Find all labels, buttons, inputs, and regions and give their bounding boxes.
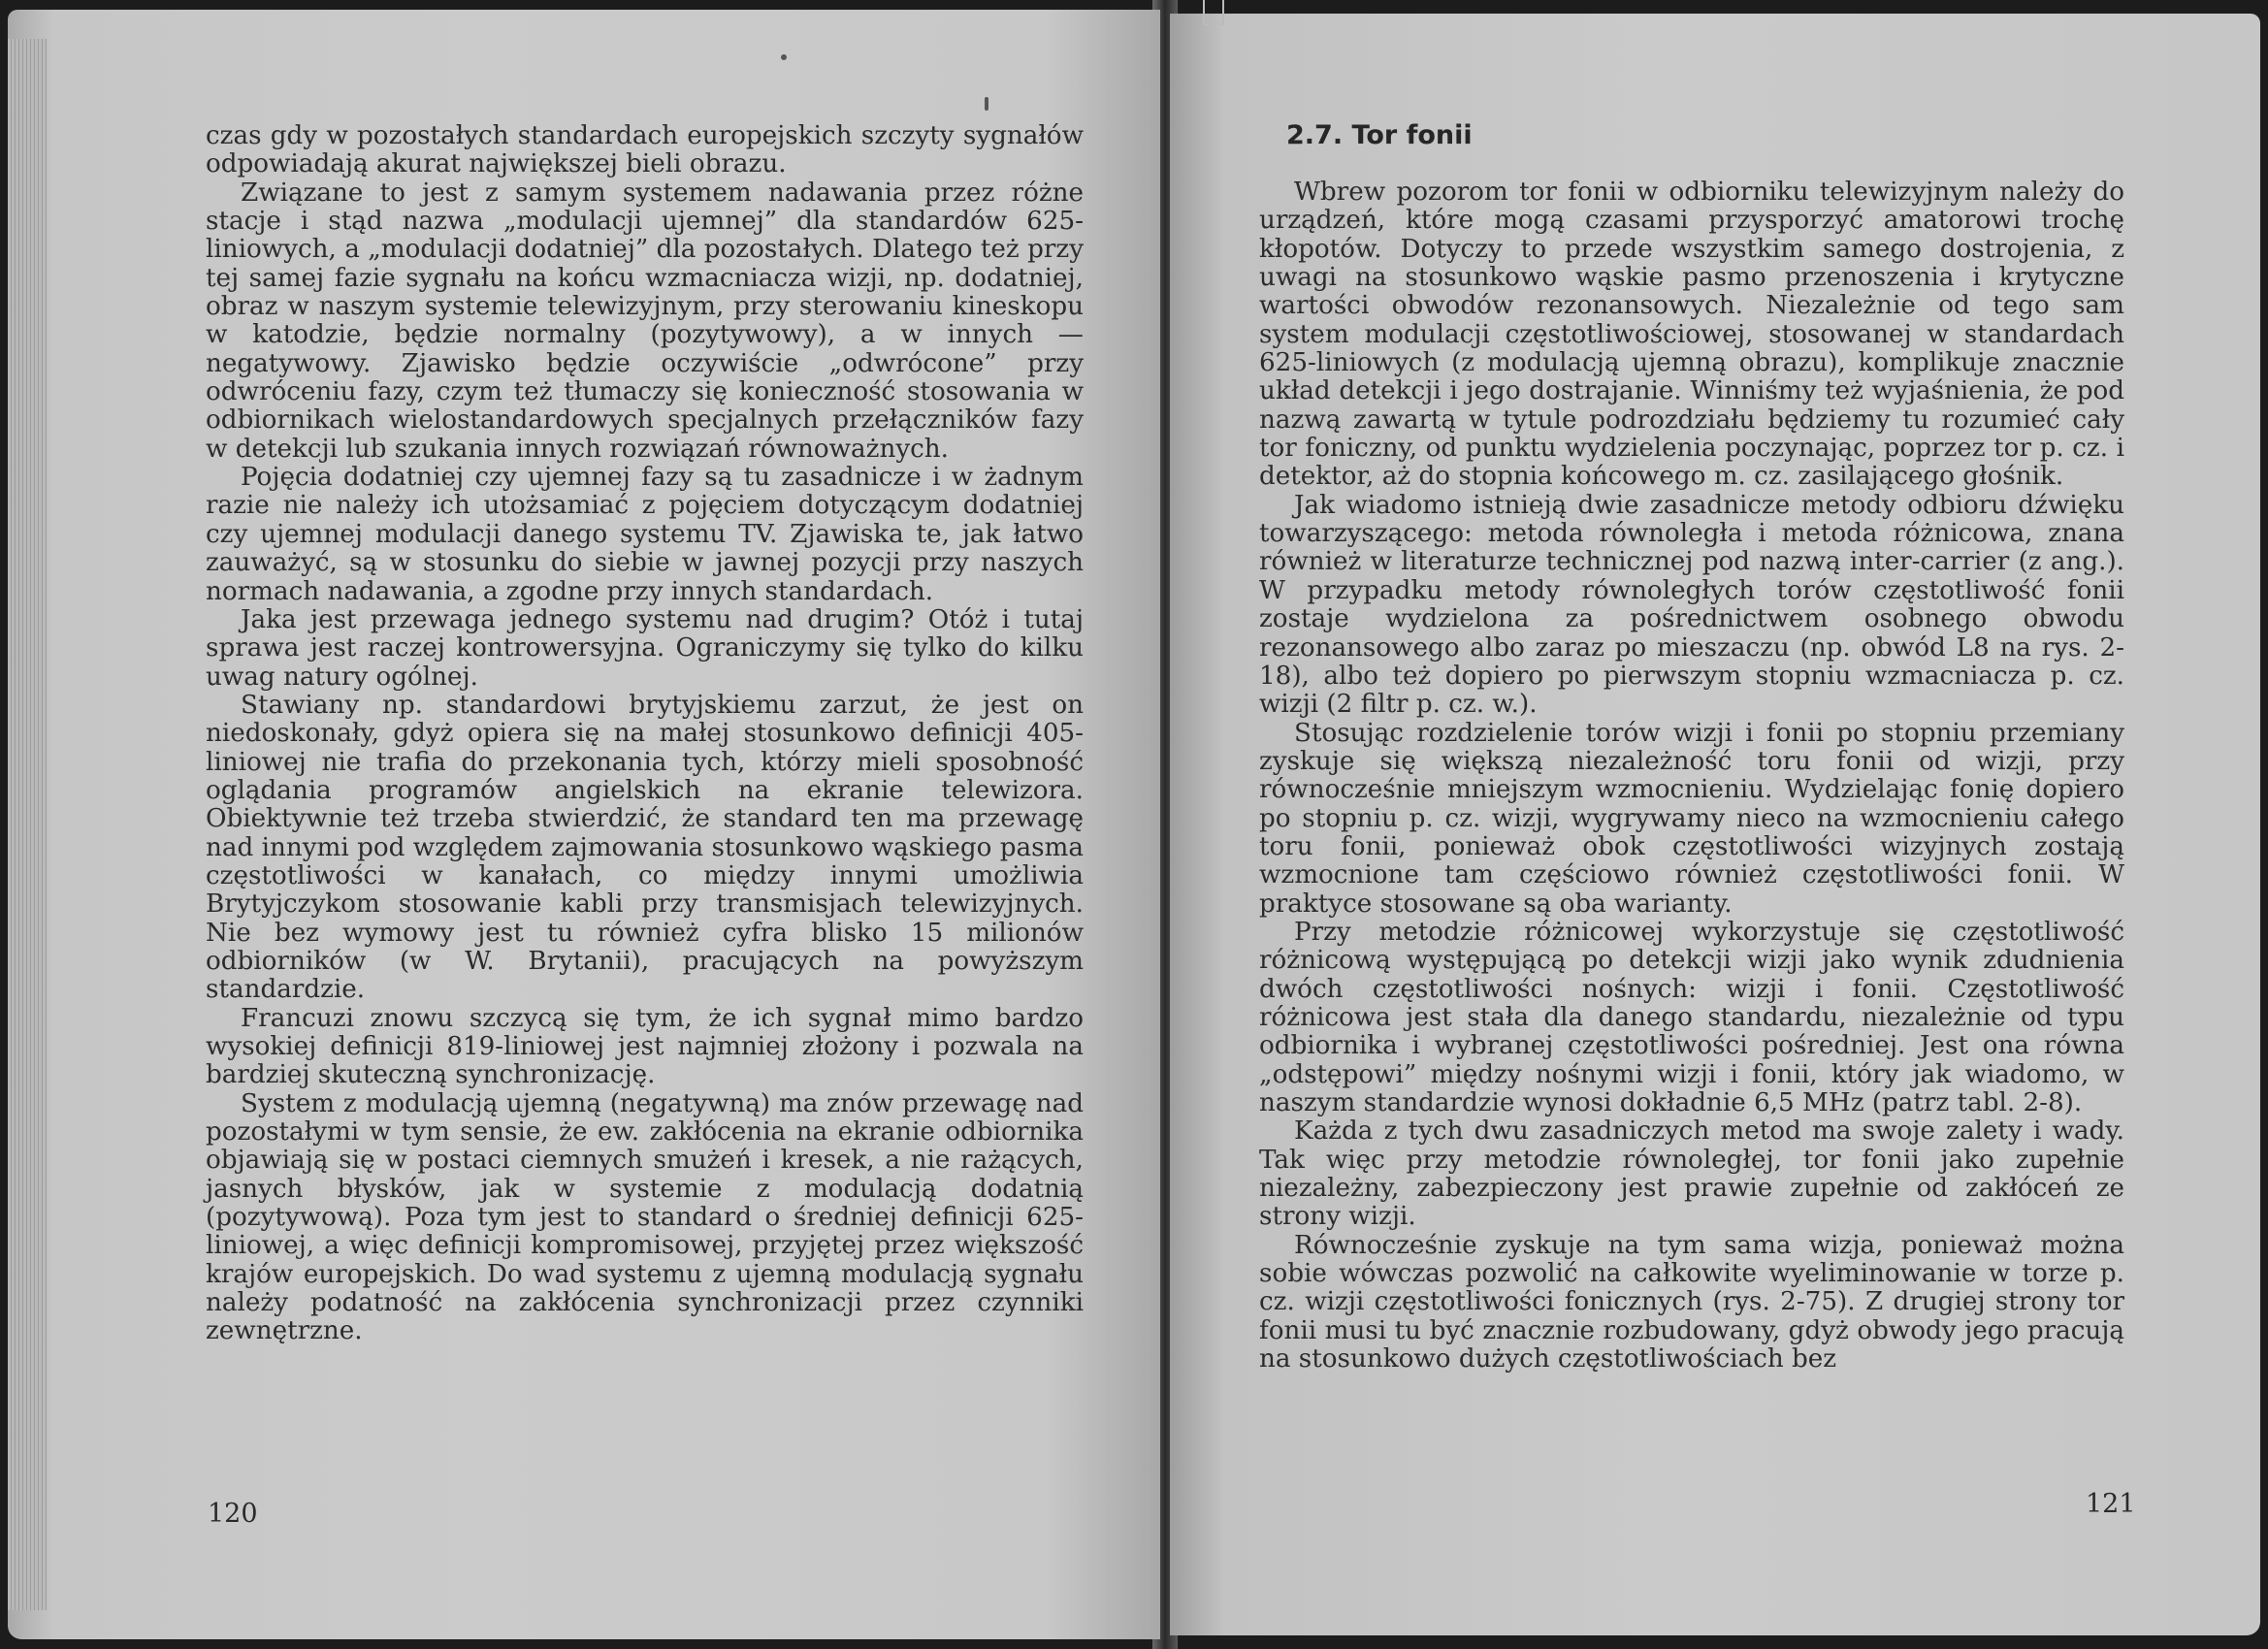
paragraph: Przy metodzie różnicowej wykorzystuje się częstotliwość różnicową występującą po detekcji wizji jako wynik zdudnienia dwóch częstotliwości nośnych: wizji i fonii. Częstotliwość różnicowa jest stała dla danego standardu, niezależnie od typu odbiornika i wybranej częstotliwości pośredniej. Jest ona równa „odstępowi” między nośnymi wizji i fonii, który jak wiadomo, w naszym standardzie wynosi dokładnie 6,5 MHz (patrz tabl. 2-8). (1259, 917, 2124, 1117)
paragraph: Wbrew pozorom tor fonii w odbiorniku telewizyjnym należy do urządzeń, które mogą czasami przysporzyć amatorowi trochę kłopotów. Dotyczy to przede wszystkim samego dostrojenia, z uwagi na stosunkowo wąskie pasmo przenoszenia i krytyczne wartości obwodów rezonansowych. Niezależnie od tego sam system modulacji częstotliwościowej, stosowanej w standardach 625-liniowych (z modulacją ujemną obrazu), komplikuje znacznie układ detekcji i jego dostrajanie. Winniśmy też wyjaśnienia, że pod nazwą zawartą w tytule podrozdziału będziemy tu rozumieć cały tor foniczny, od punktu wydzielenia poczynając, poprzez tor p. cz. i detektor, aż do stopnia końcowego m. cz. zasilającego głośnik. (1259, 178, 2124, 492)
page-edges (8, 39, 47, 1610)
paragraph: Pojęcia dodatniej czy ujemnej fazy są tu zasadnicze i w żadnym razie nie należy ich utożsamiać z pojęciem dotyczącym dodatniej czy ujemnej modulacji danego systemu TV. Zjawiska te, jak łatwo zauważyć, są w stosunku do siebie w jawnej pozycji przy naszych normach nadawania, a zgodne przy innych standardach. (206, 463, 1084, 606)
ink-dot (781, 54, 787, 60)
paragraph: Francuzi znowu szczycą się tym, że ich sygnał mimo bardzo wysokiej definicji 819-liniowej jest najmniej złożony i pozwala na bardziej skuteczną synchronizację. (206, 1003, 1084, 1090)
paragraph: System z modulacją ujemną (negatywną) ma znów przewagę nad pozostałymi w tym sensie, że ew. zakłócenia na ekranie odbiornika objawiają się w postaci ciemnych smużeń i kresek, a nie rażących, jasnych błysków, jak w systemie z modulacją dodatnią (pozytywową). Poza tym jest to standard o średniej definicji 625-liniowej, a więc definicji kompromisowej, przyjętej przez większość krajów europejskich. Do wad systemu z ujemną modulacją sygnału należy podatność na zakłócenia synchronizacji przez czynniki zewnętrzne. (206, 1088, 1084, 1346)
paragraph: czas gdy w pozostałych standardach europejskich szczyty sygnałów odpowiadają akurat największej bieli obrazu. (206, 121, 1084, 179)
section-heading: 2.7. Tor fonii (1286, 120, 1473, 150)
left-page-text (206, 122, 1084, 1346)
right-page-text (1259, 178, 2124, 1374)
paragraph: Jaka jest przewaga jednego systemu nad drugim? Otóż i tutaj sprawa jest raczej kontrowersyjna. Ograniczymy się tylko do kilku uwag natury ogólnej. (206, 604, 1084, 692)
corner-mark (1203, 0, 1224, 25)
page-number-left: 120 (208, 1499, 258, 1529)
paragraph: Równocześnie zyskuje na tym sama wizja, ponieważ można sobie wówczas pozwolić na całkowite wyeliminowanie w torze p. cz. wizji częstotliwości fonicznych (rys. 2-75). Z drugiej strony tor fonii musi tu być znacznie rozbudowany, gdyż obwody jego pracują na stosunkowo dużych częstotliwościach bez (1259, 1230, 2124, 1374)
ink-mark (985, 97, 988, 111)
paragraph: Jak wiadomo istnieją dwie zasadnicze metody odbioru dźwięku towarzyszącego: metoda równoległa i metoda różnicowa, znana również w literaturze technicznej pod nazwą inter-carrier (z ang.). W przypadku metody równoległych torów częstotliwość fonii zostaje wydzielona za pośrednictwem osobnego obwodu rezonansowego albo zaraz po mieszaczu (np. obwód L8 na rys. 2-18), albo też dopiero po pierwszym stopniu wzmacniacza p. cz. wizji (2 filtr p. cz. w.). (1259, 490, 2124, 720)
paragraph: Związane to jest z samym systemem nadawania przez różne stacje i stąd nazwa „modulacji ujemnej” dla standardów 625-liniowych, a „modulacji dodatniej” dla pozostałych. Dlatego też przy tej samej fazie sygnału na końcu wzmacniacza wizji, np. dodatniej, obraz w naszym systemie telewizyjnym, przy sterowaniu kineskopu w katodzie, będzie normalny (pozytywowy), a w innych — negatywowy. Zjawisko będzie oczywiście „odwrócone” przy odwróceniu fazy, czym też tłumaczy się konieczność stosowania w odbiornikach wielostandardowych specjalnych przełączników fazy w detekcji lub szukania innych rozwiązań równoważnych. (206, 178, 1084, 464)
page-number-right: 121 (2086, 1489, 2136, 1519)
paragraph: Stawiany np. standardowi brytyjskiemu zarzut, że jest on niedoskonały, gdyż opiera się na małej stosunkowo definicji 405-liniowej nie trafia do przekonania tych, którzy mieli sposobność oglądania programów angielskich na ekranie telewizora. Obiektywnie też trzeba stwierdzić, że standard ten ma przewagę nad innymi pod względem zajmowania stosunkowo wąskiego pasma częstotliwości w kanałach, co między innymi umożliwia Brytyjczykom stosowanie kabli przy transmisjach telewizyjnych. Nie bez wymowy jest tu również cyfra blisko 15 milionów odbiorników (w W. Brytanii), pracujących na powyższym standardzie. (206, 690, 1084, 1005)
paragraph: Stosując rozdzielenie torów wizji i fonii po stopniu przemiany zyskuje się większą niezależność toru fonii od wizji, przy równocześnie mniejszym wzmocnieniu. Wydzielając fonię dopiero po stopniu p. cz. wizji, wygrywamy nieco na wzmocnieniu całego toru fonii, ponieważ obok częstotliwości wizyjnych zostają wzmocnione tam częściowo również częstotliwości fonii. W praktyce stosowane są oba warianty. (1259, 718, 2124, 919)
paragraph: Każda z tych dwu zasadniczych metod ma swoje zalety i wady. Tak więc przy metodzie równoległej, tor fonii jako zupełnie niezależny, zabezpieczony jest prawie zupełnie od zakłóceń ze strony wizji. (1259, 1116, 2124, 1232)
